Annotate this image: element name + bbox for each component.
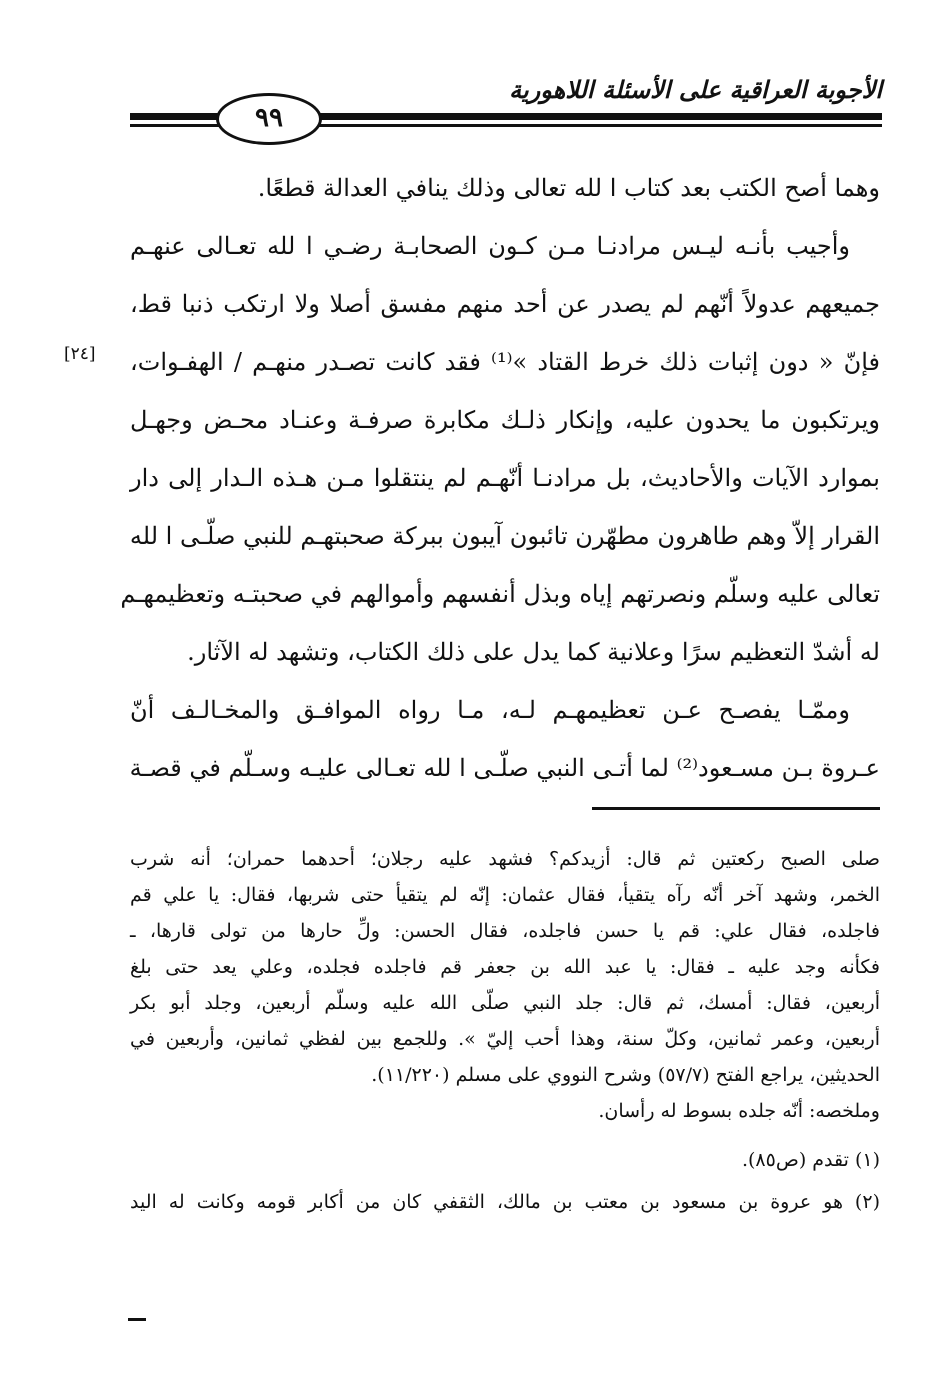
footnote-continuation-line: فاجلده، فقال علي: قم يا حسن فاجلده، فقال الحسن: ولِّ حارها من تولى قارها، ـ <box>130 920 880 942</box>
text-line: وهما أصح الكتب بعد كتاب ا لله تعالى وذلك ينافي العدالة قطعًا. <box>257 174 880 202</box>
text-line: وممّـا يفصـح عـن تعظيمهـم لـه، مـا رواه الموافـق والمخـالـف أنّ <box>130 696 850 724</box>
margin-page-reference: [٢٤] <box>64 344 96 364</box>
text-line: جميعهم عدولاً أنّهم لم يصدر عن أحد منهم مفسق أصلا ولا ارتكب ذنبا قط، <box>130 290 880 318</box>
text-line: القرار إلاّ وهم طاهرون مطهّرن تائبون آيبون ببركة صحبتهـم للنبي صلّـى ا لله <box>129 522 880 550</box>
footnote-continuation-line: الحديثين، يراجع الفتح (٥٧/٧) وشرح النووي على مسلم (١١/٢٢٠). <box>371 1064 880 1086</box>
footnote-continuation-line: أربعين، فقال: أمسك، ثم قال: جلد النبي صلّى الله عليه وسلّم أربعين، وجلد أبو بكر <box>130 992 880 1014</box>
footnote-separator <box>592 807 880 810</box>
page-number: ٩٩ <box>216 93 322 145</box>
main-text <box>120 163 880 801</box>
text-line: له أشدّ التعظيم سرًا وعلانية كما يدل على ذلك الكتاب، وتشهد له الآثار. <box>187 638 880 666</box>
text-line: ويرتكبون ما يحدون عليه، وإنكار ذلـك مكابرة صرفـة وعنـاد محـض وجهـل <box>130 406 880 434</box>
footnote-gap <box>130 1130 880 1140</box>
footnote-continuation-line: فكأنه وجد عليه ـ فقال: يا عبد الله بن جعفر قم فاجلده فجلده، وعلي يعد حتى بلغ <box>130 956 880 978</box>
text-line: فإنّ « دون إثبات ذلك خرط القتاد »⁽¹⁾ فقد كانت تصـدر منهـم / الهفـوات، <box>130 348 880 376</box>
footnote-continuation-line: أربعين، وعمر ثمانين، وكلّ سنة، وهذا أحب إليّ ». وللجمع بين لفظي ثمانين، وأربعين في <box>130 1028 880 1050</box>
footnote-continuation-line: وملخصه: أنّه جلده بسوط له رأسان. <box>598 1100 880 1122</box>
footnotes-section <box>130 842 880 1224</box>
footnote-continuation-line: صلى الصبح ركعتين ثم قال: أزيدكم؟ فشهد عليه رجلان؛ أحدهما حمران؛ أنه شرب <box>130 848 880 870</box>
text-line: وأجيب بأنـه ليـس مرادنـا مـن كـون الصحابـة رضـي ا لله تعـالى عنهـم <box>130 232 850 260</box>
text-line: بموارد الآيات والأحاديث، بل مرادنـا أنّهـم لم ينتقلوا مـن هـذه الـدار إلى دار <box>130 464 880 492</box>
footnote-2: (٢) هو عروة بن مسعود بن معتب بن مالك، الثقفي كان من أكابر قومه وكانت له اليد <box>130 1191 880 1213</box>
text-line: عـروة بـن مسـعود⁽²⁾ لما أتـى النبي صلّـى ا لله تعـالى عليـه وسـلّم في قصـة <box>129 754 880 782</box>
footnote-1: (١) تقدم (ص٨٥). <box>741 1149 880 1171</box>
continuation-mark <box>128 1318 146 1321</box>
footnote-continuation-line: الخمر، وشهد آخر أنّه رآه يتقيأ، فقال عثمان: إنّه لم يتقيأ حتى شربها، فقال: يا علي قم <box>130 884 880 906</box>
running-title: الأجوبة العراقية على الأسئلة اللاهورية <box>509 75 882 104</box>
text-line: تعالى عليه وسلّم ونصرتهم إياه وبذل أنفسهم وأموالهم في صحبتـه وتعظيمهـم <box>120 580 880 608</box>
